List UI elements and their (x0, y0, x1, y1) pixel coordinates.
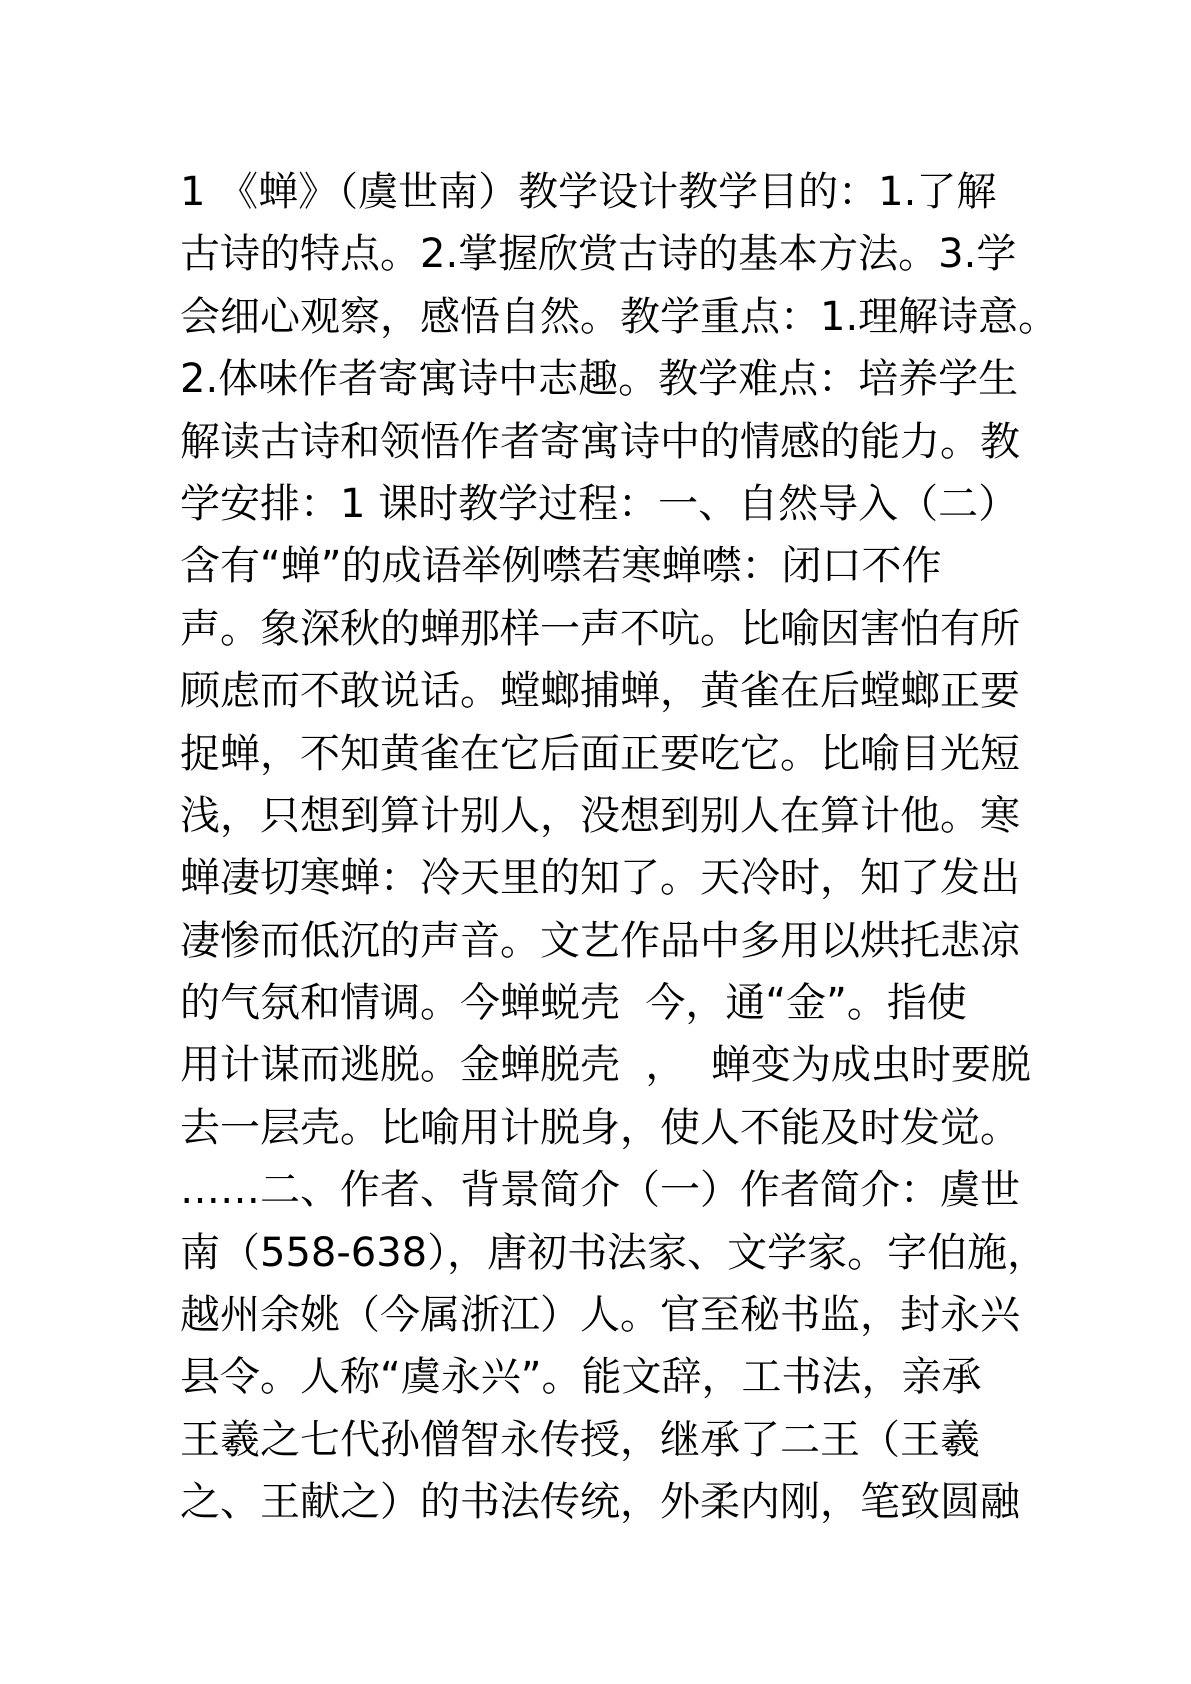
text-line-4: 2.体味作者寄寓诗中志趣。教学难点：培养学生 (180, 356, 1019, 403)
text-line-8: 声。象深秋的蝉那样一声不吭。比喻因害怕有所 (180, 605, 1020, 652)
text-line-7: 含有“蝉”的成语举例噤若寒蝉噤：闭口不作 (180, 543, 942, 590)
text-line-16: 去一层壳。比喻用计脱身，使人不能及时发觉。 (180, 1104, 1020, 1151)
text-line-14: 的气氛和情调。今蝉蜕壳 今，通“金”。指使 (180, 980, 967, 1027)
text-line-12: 蝉凄切寒蝉：冷天里的知了。天冷时，知了发出 (180, 855, 1020, 902)
text-line-6: 学安排：1 课时教学过程：一、自然导入（二） (180, 480, 1019, 527)
text-line-22: 之、王献之）的书法传统，外柔内刚，笔致圆融 (180, 1479, 1020, 1526)
text-line-11: 浅，只想到算计别人，没想到别人在算计他。寒 (180, 792, 1020, 839)
text-line-20: 县令。人称“虞永兴”。能文辞，工书法，亲承 (180, 1354, 982, 1401)
text-line-13: 凄惨而低沉的声音。文艺作品中多用以烘托悲凉 (180, 917, 1020, 964)
text-line-9: 顾虑而不敢说话。螳螂捕蝉，黄雀在后螳螂正要 (180, 668, 1020, 715)
text-line-19: 越州余姚（今属浙江）人。官至秘书监，封永兴 (180, 1292, 1020, 1339)
text-line-3: 会细心观察，感悟自然。教学重点：1.理解诗意。 (180, 293, 1059, 340)
text-line-5: 解读古诗和领悟作者寄寓诗中的情感的能力。教 (180, 418, 1020, 465)
text-line-21: 王羲之七代孙僧智永传授，继承了二王（王羲 (180, 1416, 980, 1463)
text-line-15: 用计谋而逃脱。金蝉脱壳 ， 蝉变为成虫时要脱 (180, 1042, 1031, 1089)
text-line-10: 捉蝉，不知黄雀在它后面正要吃它。比喻目光短 (180, 730, 1020, 777)
text-line-17: ……二、作者、背景简介（一）作者简介：虞世 (180, 1167, 1020, 1214)
text-line-1: 1 《蝉》（虞世南）教学设计教学目的：1.了解 (180, 169, 997, 215)
text-line-18: 南（558-638），唐初书法家、文学家。字伯施， (180, 1229, 1048, 1276)
text-line-2: 古诗的特点。2.掌握欣赏古诗的基本方法。3.学 (180, 231, 1017, 278)
body-text (180, 161, 1060, 1534)
